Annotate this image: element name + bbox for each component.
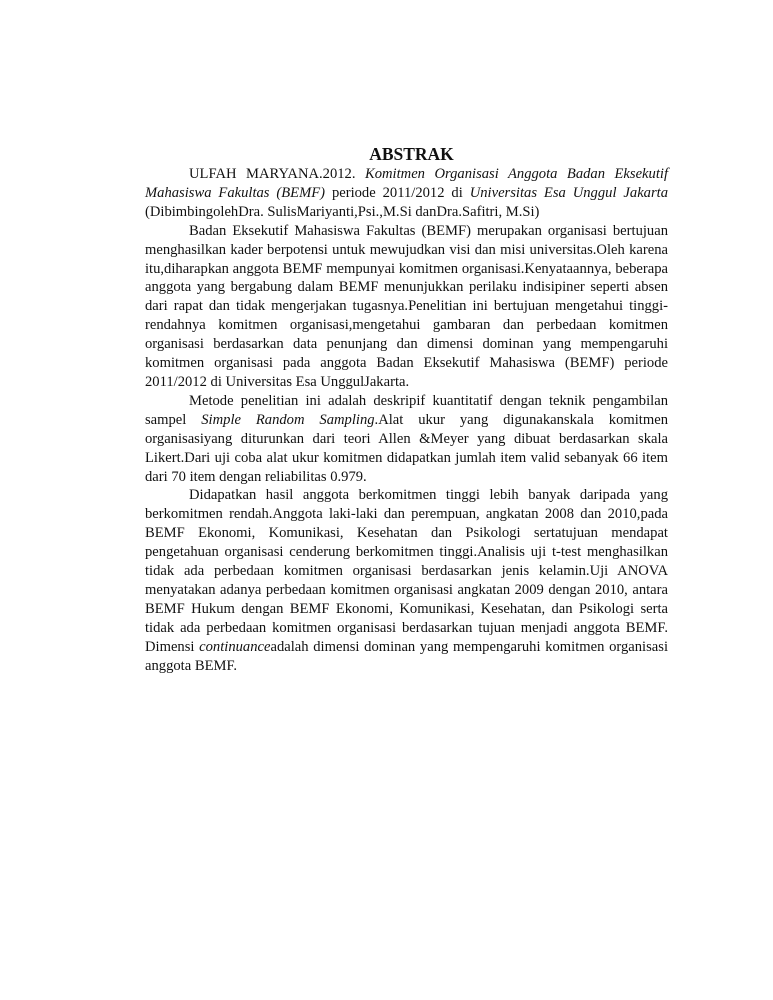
method-text-end: .Alat ukur yang digunakanskala komitmen organisasiyang diturunkan dari teori Allen &Meyer yang dibuat berdasarkan skala Likert.Dari uji coba alat ukur komitmen didapatkan jumlah item valid sebanyak 66 item dari 70 item dengan reliabilitas 0.979. — [145, 411, 668, 485]
abstract-body — [145, 143, 668, 675]
citation-author-year: ULFAH MARYANA.2012. — [189, 166, 365, 182]
dominant-dimension: continuance — [199, 638, 271, 655]
method-paragraph — [145, 392, 668, 487]
citation-supervisors: (DibimbingolehDra. SulisMariyanti,Psi.,M.Si danDra.Safitri, M.Si) — [145, 203, 540, 220]
method-text-start: Metode penelitian ini adalah deskripif kuantitatif dengan teknik pengambilan sampel — [145, 392, 668, 428]
results-paragraph — [145, 486, 668, 675]
citation-period: periode 2011/2012 di — [325, 184, 470, 201]
citation-university: Universitas Esa Unggul Jakarta — [469, 184, 668, 201]
background-paragraph: Badan Eksekutif Mahasiswa Fakultas (BEMF) merupakan organisasi bertujuan menghasilkan kader berpotensi untuk mewujudkan visi dan misi universitas.Oleh karena itu,diharapkan anggota BEMF mempunyai komitmen organisasi.Kenyataannya, beberapa anggota yang bergabung dalam BEMF menunjukkan perilaku indisipiner seperti absen dari rapat dan tidak mengerjakan tugasnya.Penelitian ini bertujuan mengetahui tinggi-rendahnya komitmen organisasi,mengetahui gambaran dan perbedaan komitmen organisasi berdasarkan data penunjang dan dimensi dominan yang mempengaruhi komitmen organisasi pada anggota Badan Eksekutif Mahasiswa (BEMF) periode 2011/2012 di Universitas Esa UnggulJakarta. — [145, 222, 668, 390]
page-title: ABSTRAK — [369, 144, 454, 164]
sampling-method: Simple Random Sampling — [201, 411, 375, 428]
citation-thesis-title: Komitmen Organisasi Anggota Badan Eksekutif Mahasiswa Fakultas (BEMF) — [145, 166, 668, 201]
citation-paragraph — [145, 165, 668, 222]
results-text-start: Didapatkan hasil anggota berkomitmen tinggi lebih banyak daripada yang berkomitmen rendah.Anggota laki-laki dan perempuan, angkatan 2008 dan 2010,pada BEMF Ekonomi, Komunikasi, Kesehatan dan Psikologi sertatujuan mendapat pengetahuan organisasi cenderung berkomitmen tinggi.Analisis uji t-test menghasilkan tidak ada perbedaan komitmen organisasi berdasarkan jenis kelamin.Uji ANOVA menyatakan adanya perbedaan komitmen organisasi angkatan 2009 dengan 2010, antara BEMF Hukum dengan BEMF Ekonomi, Komunikasi, Kesehatan, dan Psikologi serta tidak ada perbedaan komitmen organisasi berdasarkan tujuan menjadi anggota BEMF. Dimensi — [145, 487, 668, 655]
results-text-end: adalah dimensi dominan yang mempengaruhi komitmen organisasi anggota BEMF. — [145, 638, 668, 674]
